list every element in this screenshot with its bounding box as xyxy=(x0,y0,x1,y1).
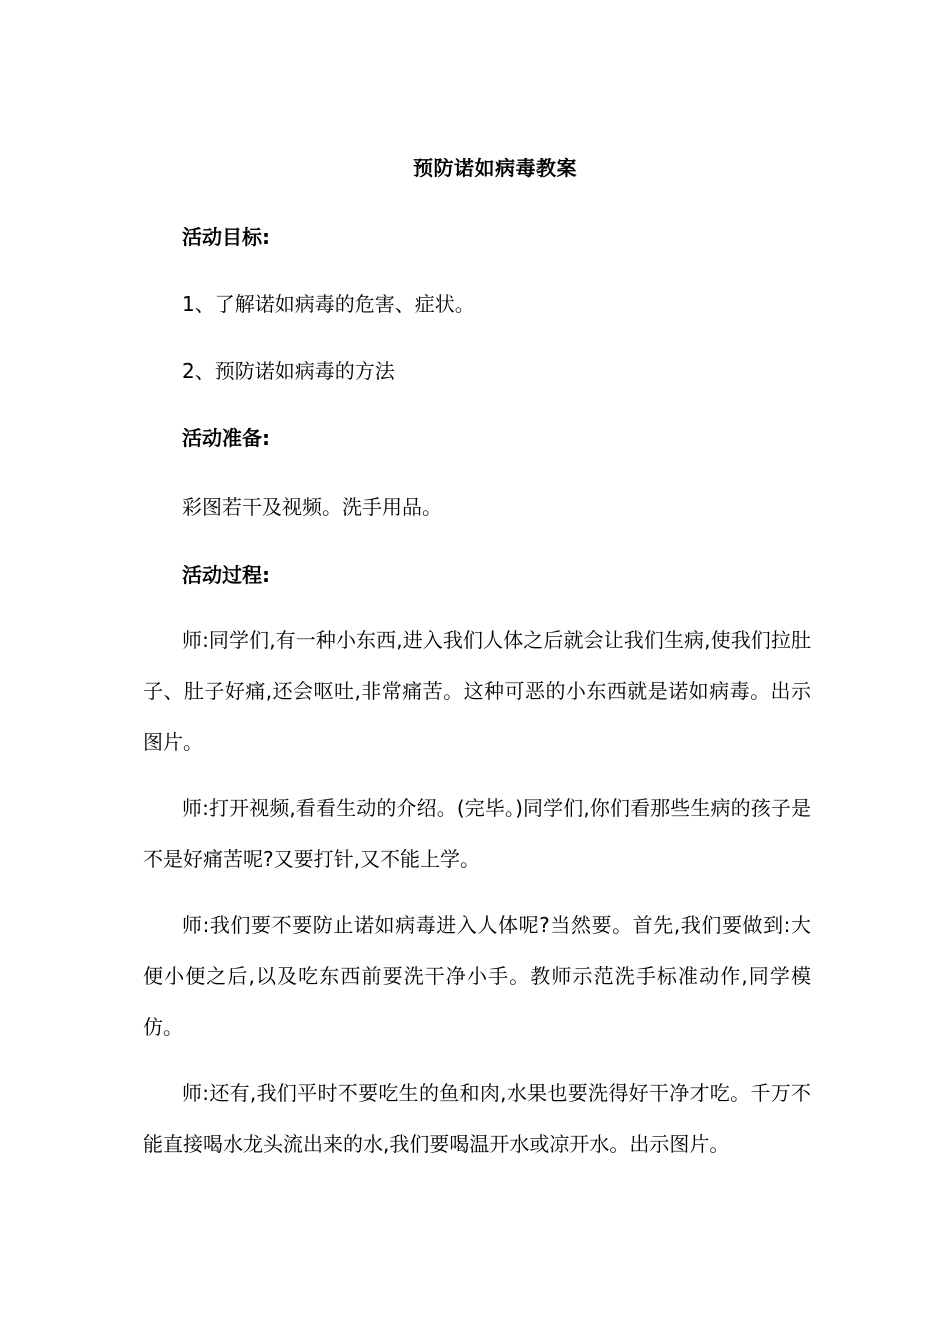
process-paragraph: 师:我们要不要防止诺如病毒进入人体呢?当然要。首先,我们要做到:大便小便之后,以及吃东西前要洗干净小手。教师示范洗手标准动作,同学模仿。 xyxy=(143,913,811,1039)
prep-text: 彩图若干及视频。洗手用品。 xyxy=(182,495,442,519)
process-paragraph: 师:打开视频,看看生动的介绍。(完毕。)同学们,你们看那些生病的孩子是不是好痛苦呢?又要打针,又不能上学。 xyxy=(143,796,811,871)
process-heading: 活动过程: xyxy=(182,563,270,587)
goal-item-1: 1、了解诺如病毒的危害、症状。 xyxy=(182,292,475,316)
goal-item-2: 2、预防诺如病毒的方法 xyxy=(182,359,395,383)
process-paragraph: 师:同学们,有一种小东西,进入我们人体之后就会让我们生病,使我们拉肚子、肚子好痛,还会呕吐,非常痛苦。这种可恶的小东西就是诺如病毒。出示图片。 xyxy=(143,628,811,754)
goals-heading: 活动目标: xyxy=(182,225,270,249)
document-title: 预防诺如病毒教案 xyxy=(413,156,577,180)
process-paragraph: 师:还有,我们平时不要吃生的鱼和肉,水果也要洗得好干净才吃。千万不能直接喝水龙头流出来的水,我们要喝温开水或凉开水。出示图片。 xyxy=(143,1081,811,1156)
prep-heading: 活动准备: xyxy=(182,426,270,450)
